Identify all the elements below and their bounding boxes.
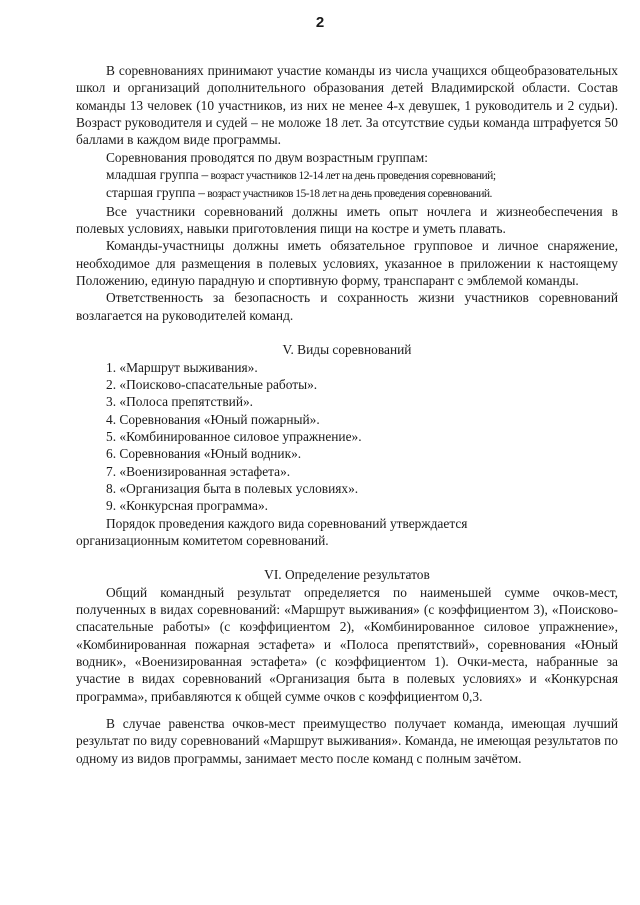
experience-paragraph: Все участники соревнований должны иметь опыт ночлега и жизнеобеспечения в полевых условиях, навыки приготовления пищи на костре и уметь плавать. — [76, 203, 618, 237]
age-group-junior-name: младшая группа — [106, 167, 199, 183]
section5-title: V. Виды соревнований — [282, 342, 412, 358]
competition-item: 6. Соревнования «Юный водник». — [106, 446, 302, 462]
competition-item: 4. Соревнования «Юный пожарный». — [106, 411, 320, 427]
general-result-paragraph: Общий командный результат определяется по наименьшей сумме очков-мест, полученных в видах соревнований: «Маршрут выживания» (с коэффициентом 3), «Поисково-спасательные работы» (с коэффициентом 2), «Комбинированное силовое упражнение», «Комбинированная пожарная эстафета» и «Полоса препятствий», соревнования «Юный водник», «Военизированная эстафета» (с коэффициентом 1). Очки-места, набранные за участие в видах соревнований «Организация быта в полевых условиях» и «Конкурсная программа», прибавляются к общей сумме очков с коэффициентом 0,3. — [76, 584, 618, 704]
page-number: 2 — [315, 14, 325, 31]
document-body — [76, 62, 618, 767]
competition-list — [76, 359, 618, 515]
order-line-2: организационным комитетом соревнований. — [76, 532, 329, 548]
equipment-paragraph: Команды-участницы должны иметь обязательное групповое и личное снаряжение, необходимое для размещения в полевых условиях, указанное в приложении к настоящему Положению, единую парадную и спортивную форму, транспарант с эмблемой команды. — [76, 238, 618, 289]
participants-paragraph: В соревнованиях принимают участие команды из числа учащихся общеобразовательных школ и организаций дополнительного образования детей Владимирской области. Состав команды 13 человек (10 участников, из них не менее 4-х девушек, 1 руководитель и 2 судьи). Возраст руководителя и судей – не моложе 18 лет. За отсутствие судьи команда штрафуется 50 баллами в каждом виде программы. — [76, 63, 618, 148]
competition-item: 1. «Маршрут выживания». — [106, 359, 258, 375]
tie-break-paragraph: В случае равенства очков-мест преимущество получает команда, имеющая лучший результат по виду соревнований «Маршрут выживания». Команда, не имеющая результатов по одному из видов программы, занимает место после команд с полным зачётом. — [76, 716, 618, 766]
age-group-junior — [76, 166, 618, 184]
order-line-1: Порядок проведения каждого вида соревнований утверждается — [106, 515, 468, 531]
section6-title: VI. Определение результатов — [264, 567, 430, 583]
competition-item: 8. «Организация быта в полевых условиях». — [106, 480, 359, 496]
competition-item: 5. «Комбинированное силовое упражнение». — [106, 428, 362, 444]
age-group-senior — [76, 184, 618, 202]
section-spacer — [76, 324, 618, 341]
competition-item: 3. «Полоса препятствий». — [106, 394, 254, 410]
section-spacer — [76, 549, 618, 566]
competition-item: 7. «Военизированная эстафета». — [106, 463, 291, 479]
responsibility-paragraph: Ответственность за безопасность и сохранность жизни участников соревнований возлагается на руководителей команд. — [76, 290, 618, 323]
age-groups-intro: Соревнования проводятся по двум возрастным группам: — [106, 149, 428, 165]
age-group-senior-desc: возраст участников 15-18 лет на день проведения соревнований. — [207, 187, 492, 201]
competition-item: 2. «Поисково-спасательные работы». — [106, 376, 318, 392]
age-group-senior-name: старшая группа — [106, 185, 196, 201]
age-group-senior-dash: – — [195, 185, 208, 201]
competition-item: 9. «Конкурсная программа». — [106, 498, 269, 514]
paragraph-spacer — [76, 705, 618, 715]
age-group-junior-desc: возраст участников 12-14 лет на день проведения соревнований; — [210, 169, 496, 183]
age-group-junior-dash: – — [198, 167, 211, 183]
